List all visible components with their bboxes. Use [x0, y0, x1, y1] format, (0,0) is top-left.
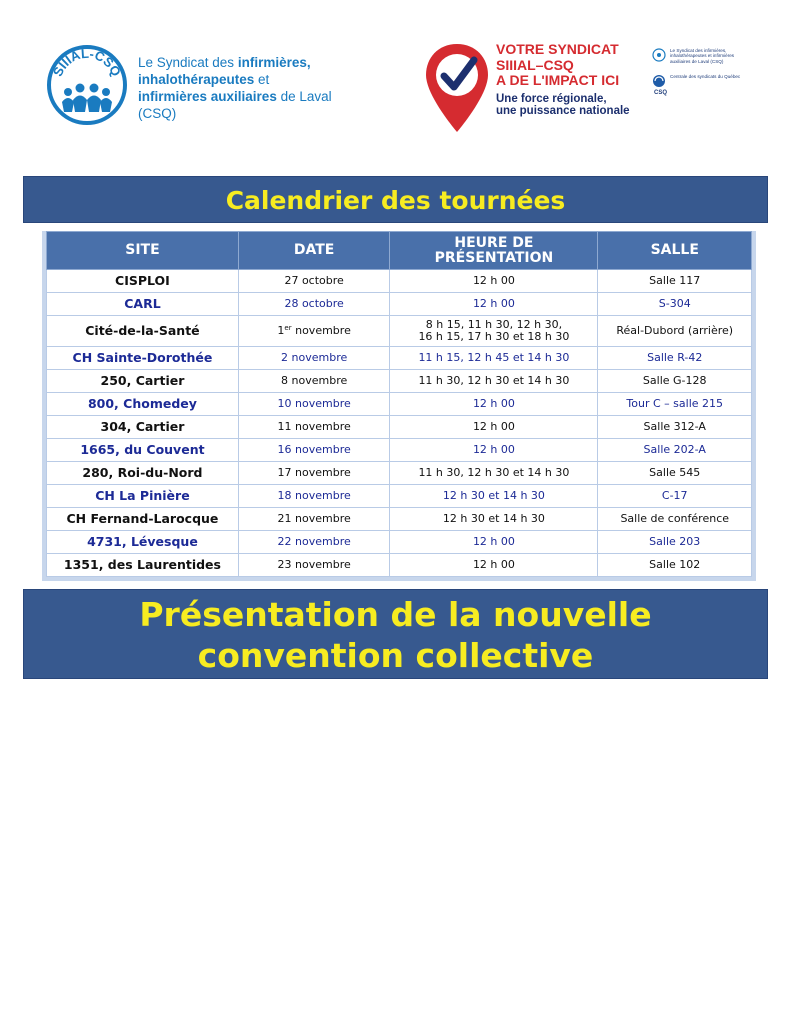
table-row [47, 370, 752, 393]
cell-salle: Salle de conférence [598, 508, 752, 531]
cell-site: 280, Roi-du-Nord [47, 462, 239, 485]
cell-date: 21 novembre [238, 508, 390, 531]
cell-site: 1665, du Couvent [47, 439, 239, 462]
cell-heure: 12 h 30 et 14 h 30 [390, 485, 598, 508]
cell-site: CH Fernand-Larocque [47, 508, 239, 531]
cell-salle: Tour C – salle 215 [598, 393, 752, 416]
cell-heure: 12 h 00 [390, 393, 598, 416]
cell-heure: 12 h 00 [390, 531, 598, 554]
impact-slogan: VOTRE SYNDICAT SIIIAL–CSQ A DE L'IMPACT ICI Une force régionale, une puissance nationale [496, 41, 630, 117]
cell-site: 4731, Lévesque [47, 531, 239, 554]
cell-date: 23 novembre [238, 554, 390, 577]
cell-salle: Réal-Dubord (arrière) [598, 316, 752, 347]
siiial-logo [46, 44, 356, 128]
cell-salle: Salle 203 [598, 531, 752, 554]
cell-salle: S-304 [598, 293, 752, 316]
schedule-table-frame [42, 231, 756, 581]
cell-site: 304, Cartier [47, 416, 239, 439]
cell-site: 800, Chomedey [47, 393, 239, 416]
presentation-title-line2: convention collective [197, 636, 594, 675]
cell-heure: 12 h 00 [390, 439, 598, 462]
table-row [47, 293, 752, 316]
csq-mini-logo-icon [652, 74, 666, 88]
cell-date: 10 novembre [238, 393, 390, 416]
cell-salle: Salle 545 [598, 462, 752, 485]
location-pin-check-icon [422, 40, 492, 136]
cell-salle: Salle 202-A [598, 439, 752, 462]
header-salle: SALLE [598, 232, 752, 270]
cell-site: 250, Cartier [47, 370, 239, 393]
table-row [47, 485, 752, 508]
cell-date: 18 novembre [238, 485, 390, 508]
presentation-title-line1: Présentation de la nouvelle [139, 595, 652, 634]
siiial-circle-logo-icon [46, 44, 128, 126]
table-row [47, 439, 752, 462]
siiial-mini-logo-icon [652, 48, 666, 62]
cell-heure: 12 h 00 [390, 270, 598, 293]
svg-text:SIIIAL-CSQ [50, 46, 124, 79]
cell-date: 8 novembre [238, 370, 390, 393]
cell-date: 17 novembre [238, 462, 390, 485]
cell-date: 27 octobre [238, 270, 390, 293]
table-row [47, 462, 752, 485]
cell-site: 1351, des Laurentides [47, 554, 239, 577]
table-row [47, 508, 752, 531]
cell-salle: Salle 117 [598, 270, 752, 293]
cell-salle: Salle R-42 [598, 347, 752, 370]
table-row [47, 347, 752, 370]
header-site: SITE [47, 232, 239, 270]
calendar-banner [23, 176, 768, 223]
cell-site: CH Sainte-Dorothée [47, 347, 239, 370]
header-heure: HEURE DE PRÉSENTATION [390, 232, 598, 270]
cell-heure: 11 h 30, 12 h 30 et 14 h 30 [390, 370, 598, 393]
cell-salle: Salle 102 [598, 554, 752, 577]
cell-heure: 12 h 00 [390, 293, 598, 316]
cell-date: 2 novembre [238, 347, 390, 370]
schedule-table [46, 231, 752, 577]
table-row [47, 531, 752, 554]
cell-heure: 11 h 30, 12 h 30 et 14 h 30 [390, 462, 598, 485]
cell-date: 22 novembre [238, 531, 390, 554]
partner-logos: Le Syndicat des infirmières, inhalothérapeutes et infirmières auxiliaires de Laval (CSQ) Centrale des syndicats du Québec CSQ [654, 48, 741, 97]
cell-date: 11 novembre [238, 416, 390, 439]
table-row [47, 393, 752, 416]
cell-site: CH La Pinière [47, 485, 239, 508]
cell-date: 16 novembre [238, 439, 390, 462]
calendar-title: Calendrier des tournées [225, 186, 566, 215]
csq-label: CSQ [654, 90, 668, 97]
presentation-banner [23, 589, 768, 679]
logo-circle-text: SIIIAL-CSQ [49, 45, 125, 79]
table-row [47, 416, 752, 439]
cell-site: CARL [47, 293, 239, 316]
table-row [47, 270, 752, 293]
cell-salle: Salle G-128 [598, 370, 752, 393]
cell-site: CISPLOI [47, 270, 239, 293]
cell-date: 1er novembre [238, 316, 390, 347]
cell-salle: C-17 [598, 485, 752, 508]
table-row [47, 554, 752, 577]
cell-heure: 12 h 30 et 14 h 30 [390, 508, 598, 531]
siiial-logo-text: Le Syndicat des infirmières, inhalothérapeutes et infirmières auxiliaires de Laval (CSQ) [138, 55, 332, 121]
table-row [47, 316, 752, 347]
cell-site: Cité-de-la-Santé [47, 316, 239, 347]
cell-date: 28 octobre [238, 293, 390, 316]
table-header-row [47, 232, 752, 270]
header-date: DATE [238, 232, 390, 270]
cell-heure: 12 h 00 [390, 554, 598, 577]
cell-salle: Salle 312-A [598, 416, 752, 439]
cell-heure: 11 h 15, 12 h 45 et 14 h 30 [390, 347, 598, 370]
cell-heure: 12 h 00 [390, 416, 598, 439]
cell-heure: 8 h 15, 11 h 30, 12 h 30, 16 h 15, 17 h 30 et 18 h 30 [390, 316, 598, 347]
